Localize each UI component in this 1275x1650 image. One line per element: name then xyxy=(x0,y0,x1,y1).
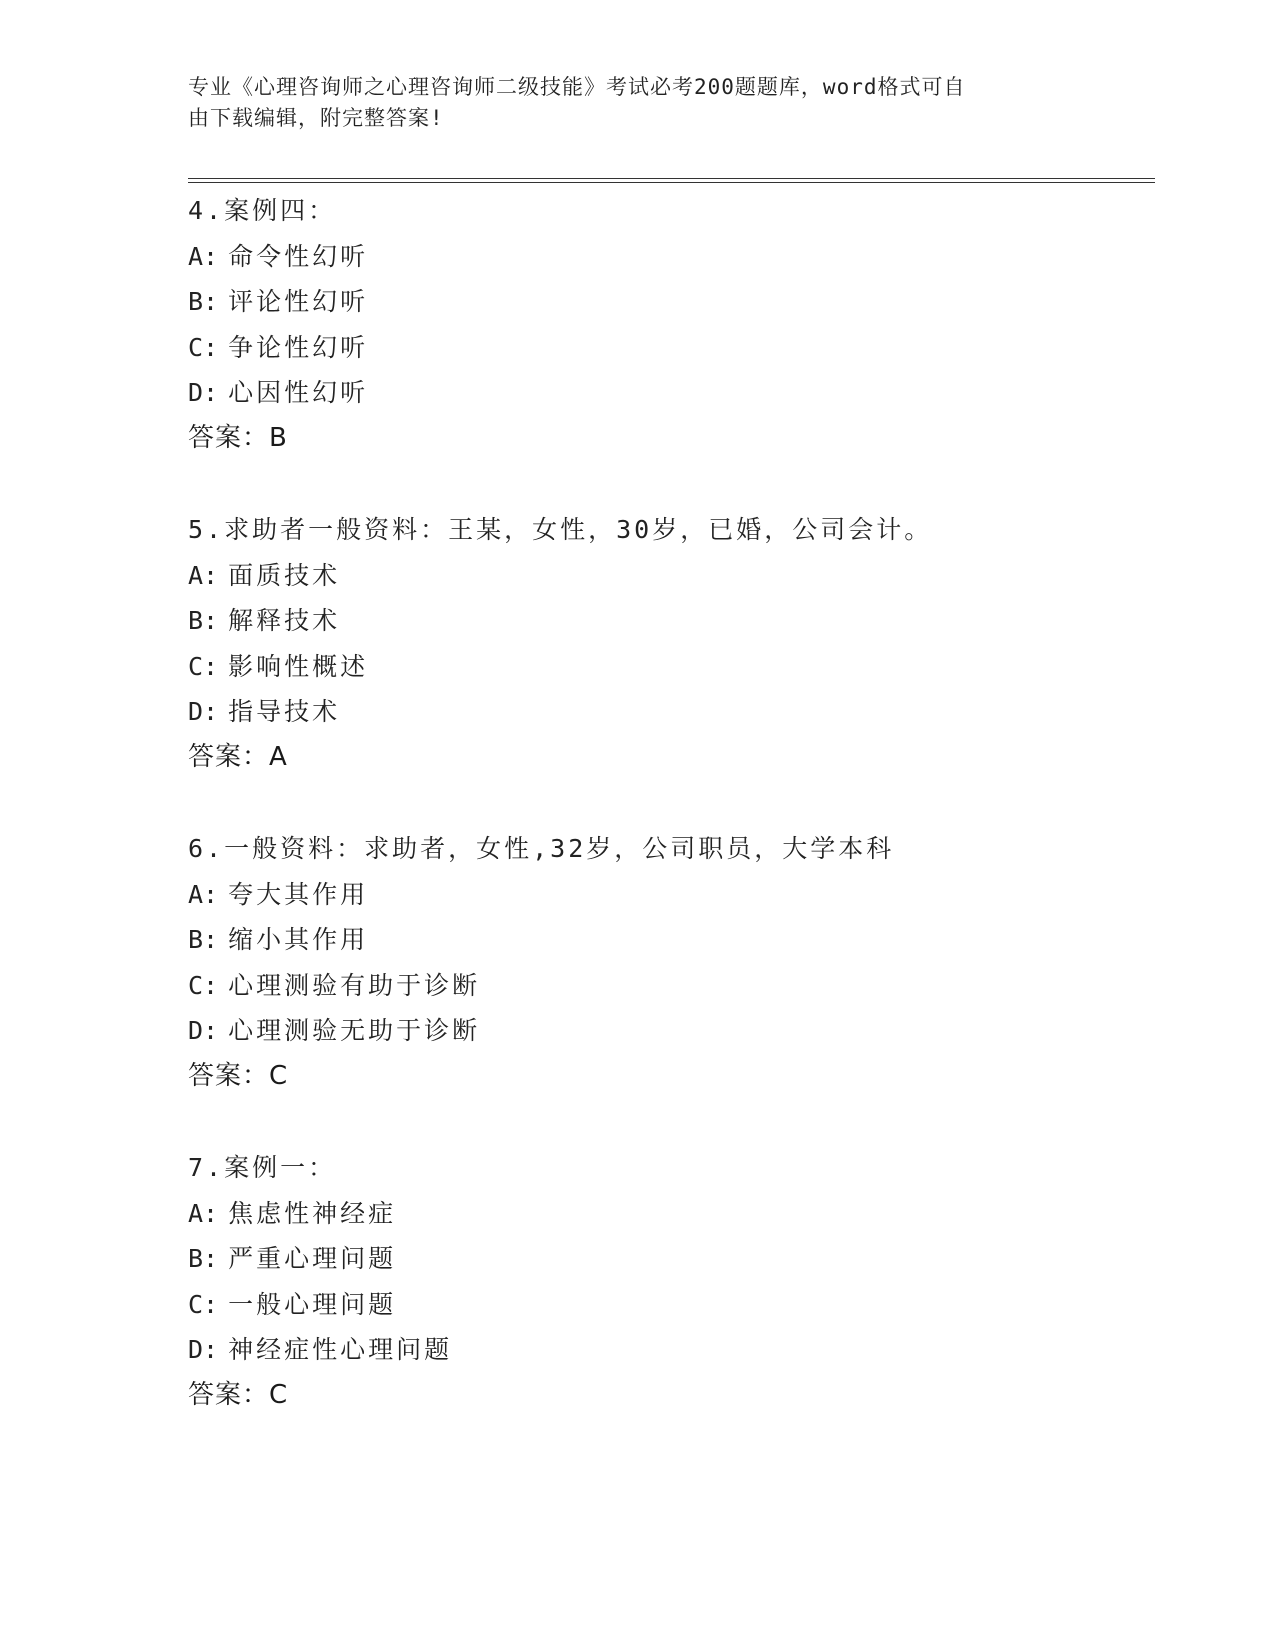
option-text: 神经症性心理问题 xyxy=(228,1335,453,1364)
option-c xyxy=(188,963,894,1009)
option-text: 指导技术 xyxy=(228,697,341,726)
header-divider-bottom xyxy=(188,182,1155,183)
option-letter: D: xyxy=(188,697,219,726)
option-letter: A: xyxy=(188,560,219,590)
question-stem: 7.案例一： xyxy=(188,1153,337,1182)
option-text: 严重心理问题 xyxy=(228,1244,397,1273)
option-a xyxy=(188,234,368,280)
option-letter: C: xyxy=(188,651,219,681)
option-d xyxy=(188,689,932,735)
option-letter: A: xyxy=(188,241,219,271)
option-text: 心理测验无助于诊断 xyxy=(228,1016,481,1045)
option-letter: D: xyxy=(188,1016,219,1045)
option-letter: B: xyxy=(188,606,219,635)
header-divider-top xyxy=(188,178,1155,179)
option-text: 争论性幻听 xyxy=(228,332,369,362)
option-text: 影响性概述 xyxy=(228,651,369,681)
question-stem: 6.一般资料：求助者，女性,32岁，公司职员，大学本科 xyxy=(188,834,895,863)
option-text: 焦虑性神经症 xyxy=(228,1198,397,1228)
option-a xyxy=(188,872,894,918)
answer-label: 答案：C xyxy=(188,1379,289,1410)
option-letter: B: xyxy=(188,287,219,316)
option-b xyxy=(188,598,932,644)
option-letter: D: xyxy=(188,1335,219,1364)
option-text: 解释技术 xyxy=(228,606,341,635)
option-text: 命令性幻听 xyxy=(228,241,369,271)
option-a xyxy=(188,553,932,599)
question-stem: 4.案例四： xyxy=(188,196,337,225)
option-letter: B: xyxy=(188,1244,219,1273)
option-text: 心理测验有助于诊断 xyxy=(228,970,481,1000)
option-text: 面质技术 xyxy=(228,560,341,590)
option-letter: B: xyxy=(188,925,219,954)
option-text: 一般心理问题 xyxy=(228,1289,397,1319)
option-letter: C: xyxy=(188,332,219,362)
option-text: 夸大其作用 xyxy=(228,879,369,909)
option-text: 评论性幻听 xyxy=(228,287,369,316)
header-line-2: 由下载编辑，附完整答案! xyxy=(188,106,444,130)
answer-label: 答案：B xyxy=(188,422,288,453)
option-b xyxy=(188,279,368,325)
option-c xyxy=(188,325,368,371)
option-letter: A: xyxy=(188,879,219,909)
option-text: 缩小其作用 xyxy=(228,925,369,954)
option-b xyxy=(188,1236,452,1282)
option-d xyxy=(188,1008,894,1054)
option-d xyxy=(188,370,368,416)
option-letter: C: xyxy=(188,970,219,1000)
option-text: 心因性幻听 xyxy=(228,378,369,407)
answer-label: 答案：C xyxy=(188,1060,289,1091)
option-letter: D: xyxy=(188,378,219,407)
option-d xyxy=(188,1327,452,1373)
option-c xyxy=(188,644,932,690)
question-stem: 5.求助者一般资料：王某，女性，30岁，已婚，公司会计。 xyxy=(188,515,933,544)
option-letter: A: xyxy=(188,1198,219,1228)
option-a xyxy=(188,1191,452,1237)
question-block xyxy=(188,507,932,780)
option-c xyxy=(188,1282,452,1328)
answer-label: 答案：A xyxy=(188,741,288,772)
header-line-1: 专业《心理咨询师之心理咨询师二级技能》考试必考200题题库，word格式可自 xyxy=(188,75,966,99)
question-block xyxy=(188,826,894,1099)
document-header xyxy=(188,72,1068,134)
option-b xyxy=(188,917,894,963)
question-block xyxy=(188,1145,452,1418)
question-block xyxy=(188,188,368,461)
option-letter: C: xyxy=(188,1289,219,1319)
